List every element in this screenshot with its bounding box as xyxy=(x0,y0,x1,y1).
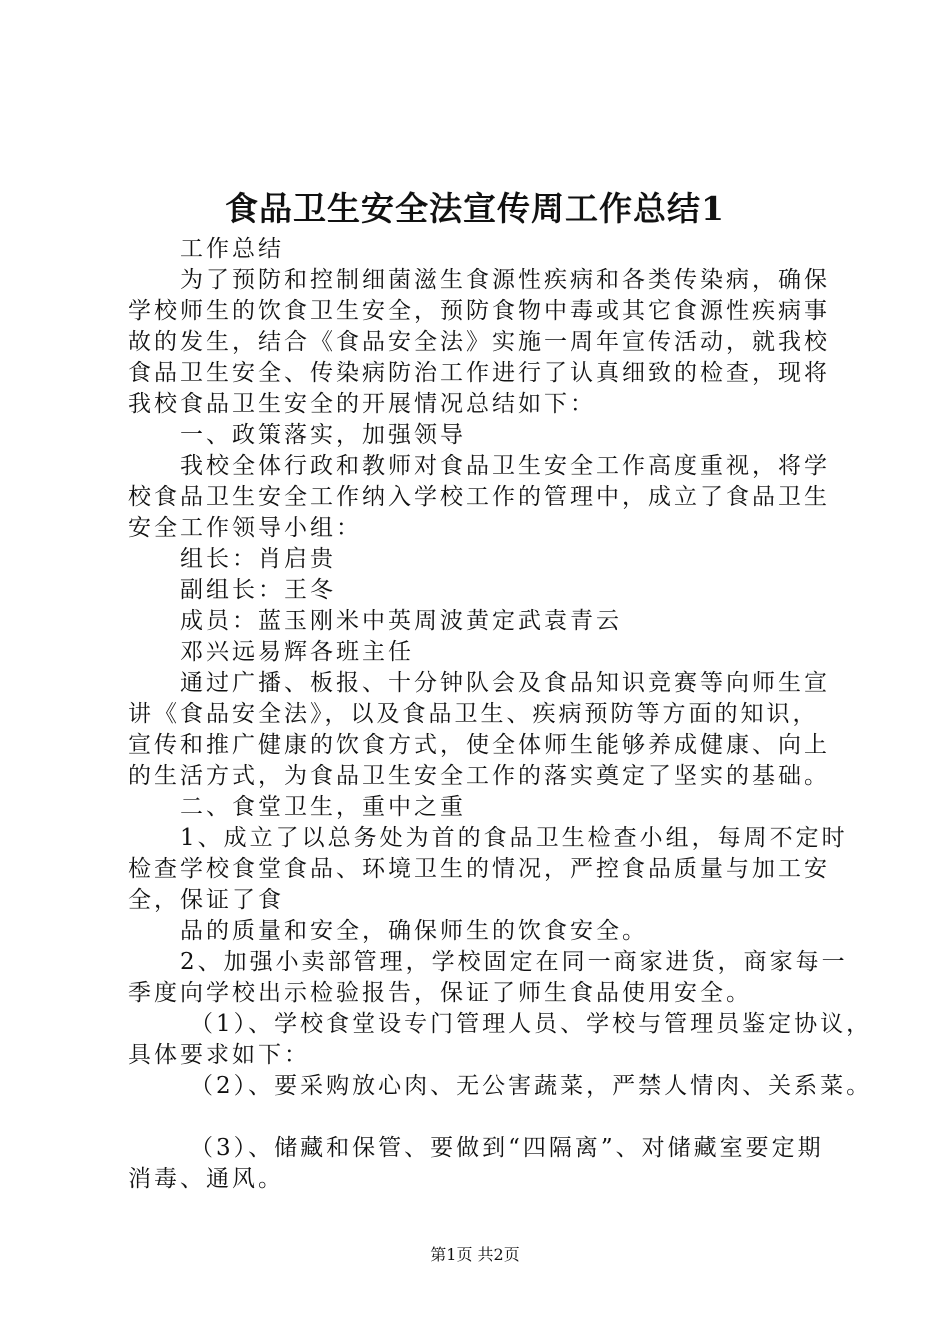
page-number: 第1页 共2页 xyxy=(430,1245,520,1264)
paragraph-line: 学校师生的饮食卫生安全，预防食物中毒或其它食源性疾病事 xyxy=(128,298,830,324)
blank-line xyxy=(128,1102,828,1133)
paragraph-line: 具体要求如下： xyxy=(128,1042,310,1068)
paragraph-line: 故的发生，结合《食品安全法》实施一周年宣传活动，就我校 xyxy=(128,329,830,355)
paragraph-line: 通过广播、板报、十分钟队会及食品知识竞赛等向师生宣 xyxy=(180,670,830,696)
section-heading: 一、政策落实，加强领导 xyxy=(180,422,466,448)
paragraph-line: 我校食品卫生安全的开展情况总结如下： xyxy=(128,391,596,417)
paragraph-line: 消毒、通风。 xyxy=(128,1166,284,1192)
paragraph-line: 品的质量和安全，确保师生的饮食安全。 xyxy=(180,918,648,944)
group-members-line: 邓兴远易辉各班主任 xyxy=(180,639,414,665)
paragraph-line: 安全工作领导小组： xyxy=(128,515,362,541)
paragraph-line: 讲《食品安全法》，以及食品卫生、疾病预防等方面的知识， xyxy=(128,701,819,727)
document-title: 食品卫生安全法宣传周工作总结1 xyxy=(225,189,725,228)
section-label: 工作总结 xyxy=(180,236,284,262)
section-heading: 二、食堂卫生，重中之重 xyxy=(180,794,466,820)
paragraph-line: 1、成立了以总务处为首的食品卫生检查小组，每周不定时 xyxy=(180,825,848,851)
paragraph-line: （3）、储藏和保管、要做到“四隔离”、对储藏室要定期 xyxy=(190,1135,824,1161)
paragraph-line: 为了预防和控制细菌滋生食源性疾病和各类传染病，确保 xyxy=(180,267,830,293)
paragraph-line: 宣传和推广健康的饮食方式，使全体师生能够养成健康、向上 xyxy=(128,732,830,758)
paragraph-line: 检查学校食堂食品、环境卫生的情况，严控食品质量与加工安 xyxy=(128,856,830,882)
paragraph-line: （1）、学校食堂设专门管理人员、学校与管理员鉴定协议， xyxy=(190,1011,873,1037)
paragraph-line: （2）、要采购放心肉、无公害蔬菜，严禁人情肉、关系菜。 xyxy=(190,1073,873,1099)
group-deputy-line: 副组长：王冬 xyxy=(180,577,336,603)
paragraph-line: 2、加强小卖部管理，学校固定在同一商家进货，商家每一 xyxy=(180,949,848,975)
document-body xyxy=(128,234,873,1195)
paragraph-line: 我校全体行政和教师对食品卫生安全工作高度重视，将学 xyxy=(180,453,830,479)
paragraph-line: 的生活方式，为食品卫生安全工作的落实奠定了坚实的基础。 xyxy=(128,763,830,789)
group-members-line: 成员：蓝玉刚米中英周波黄定武袁青云 xyxy=(180,608,622,634)
group-leader-line: 组长：肖启贵 xyxy=(180,546,336,572)
paragraph-line: 全，保证了食 xyxy=(128,887,284,913)
paragraph-line: 校食品卫生安全工作纳入学校工作的管理中，成立了食品卫生 xyxy=(128,484,830,510)
paragraph-line: 季度向学校出示检验报告，保证了师生食品使用安全。 xyxy=(128,980,752,1006)
paragraph-line: 食品卫生安全、传染病防治工作进行了认真细致的检查，现将 xyxy=(128,360,830,386)
